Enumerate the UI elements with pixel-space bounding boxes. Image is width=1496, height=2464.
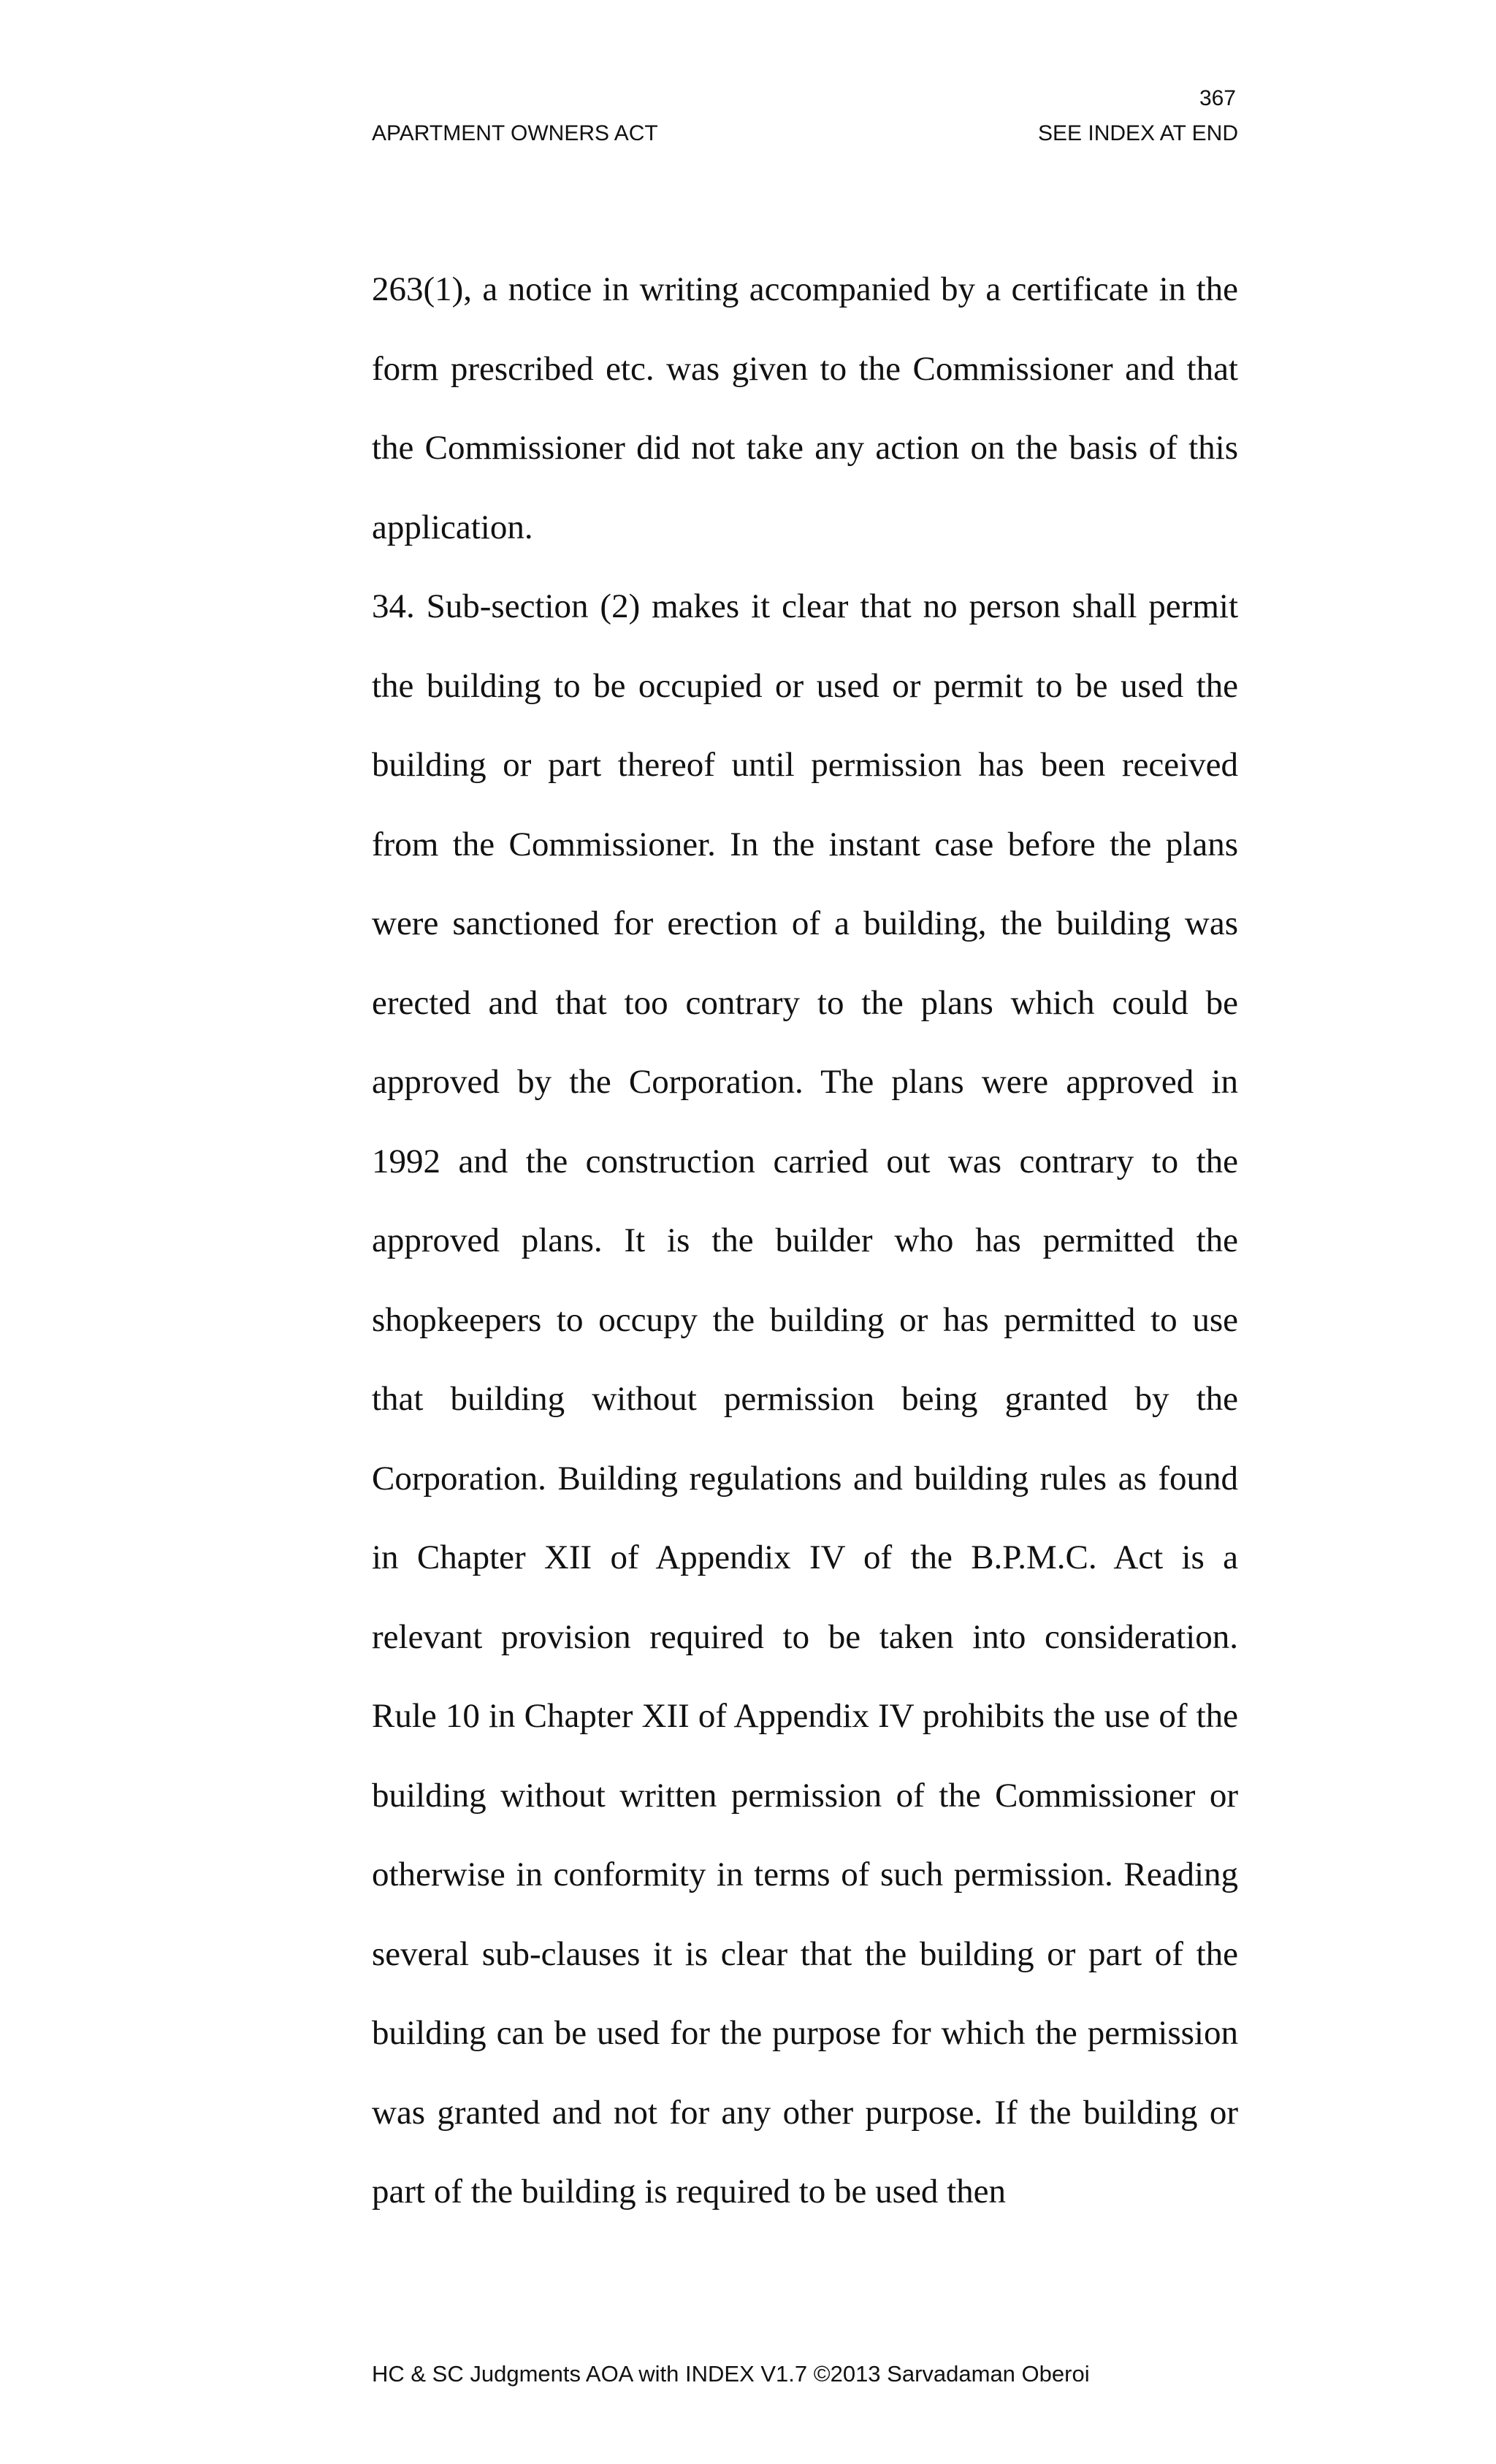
running-header <box>372 121 1238 146</box>
page-footer: HC & SC Judgments AOA with INDEX V1.7 ©2013 Sarvadaman Oberoi <box>372 2361 1090 2387</box>
paragraph: 263(1), a notice in writing accompanied by a certificate in the form prescribed etc. was given to the Commissioner and that the Commissioner did not take any action on the basis of this application. <box>372 270 1238 546</box>
body-text <box>372 250 1238 2232</box>
header-right-note: SEE INDEX AT END <box>1038 121 1238 145</box>
page-number: 367 <box>1199 86 1236 110</box>
header-left-title: APARTMENT OWNERS ACT <box>372 121 658 145</box>
paragraph: 34. Sub-section (2) makes it clear that no person shall permit the building to be occupied or used or permit to be used the building or part thereof until permission has been received from the Commissioner. In the instant case before the plans were sanctioned for erection of a building, the building was erected and that too contrary to the plans which could be approved by the Corporation. The plans were approved in 1992 and the construction carried out was contrary to the approved plans. It is the builder who has permitted the shopkeepers to occupy the building or has permitted to use that building without permission being granted by the Corporation. Building regulations and building rules as found in Chapter XII of Appendix IV of the B.P.M.C. Act is a relevant provision required to be taken into consideration. Rule 10 in Chapter XII of Appendix IV prohibits the use of the building without written permission of the Commissioner or otherwise in conformity in terms of such permission. Reading several sub-clauses it is clear that the building or part of the building can be used for the purpose for which the permission was granted and not for any other purpose. If the building or part of the building is required to be used then <box>372 587 1238 2211</box>
